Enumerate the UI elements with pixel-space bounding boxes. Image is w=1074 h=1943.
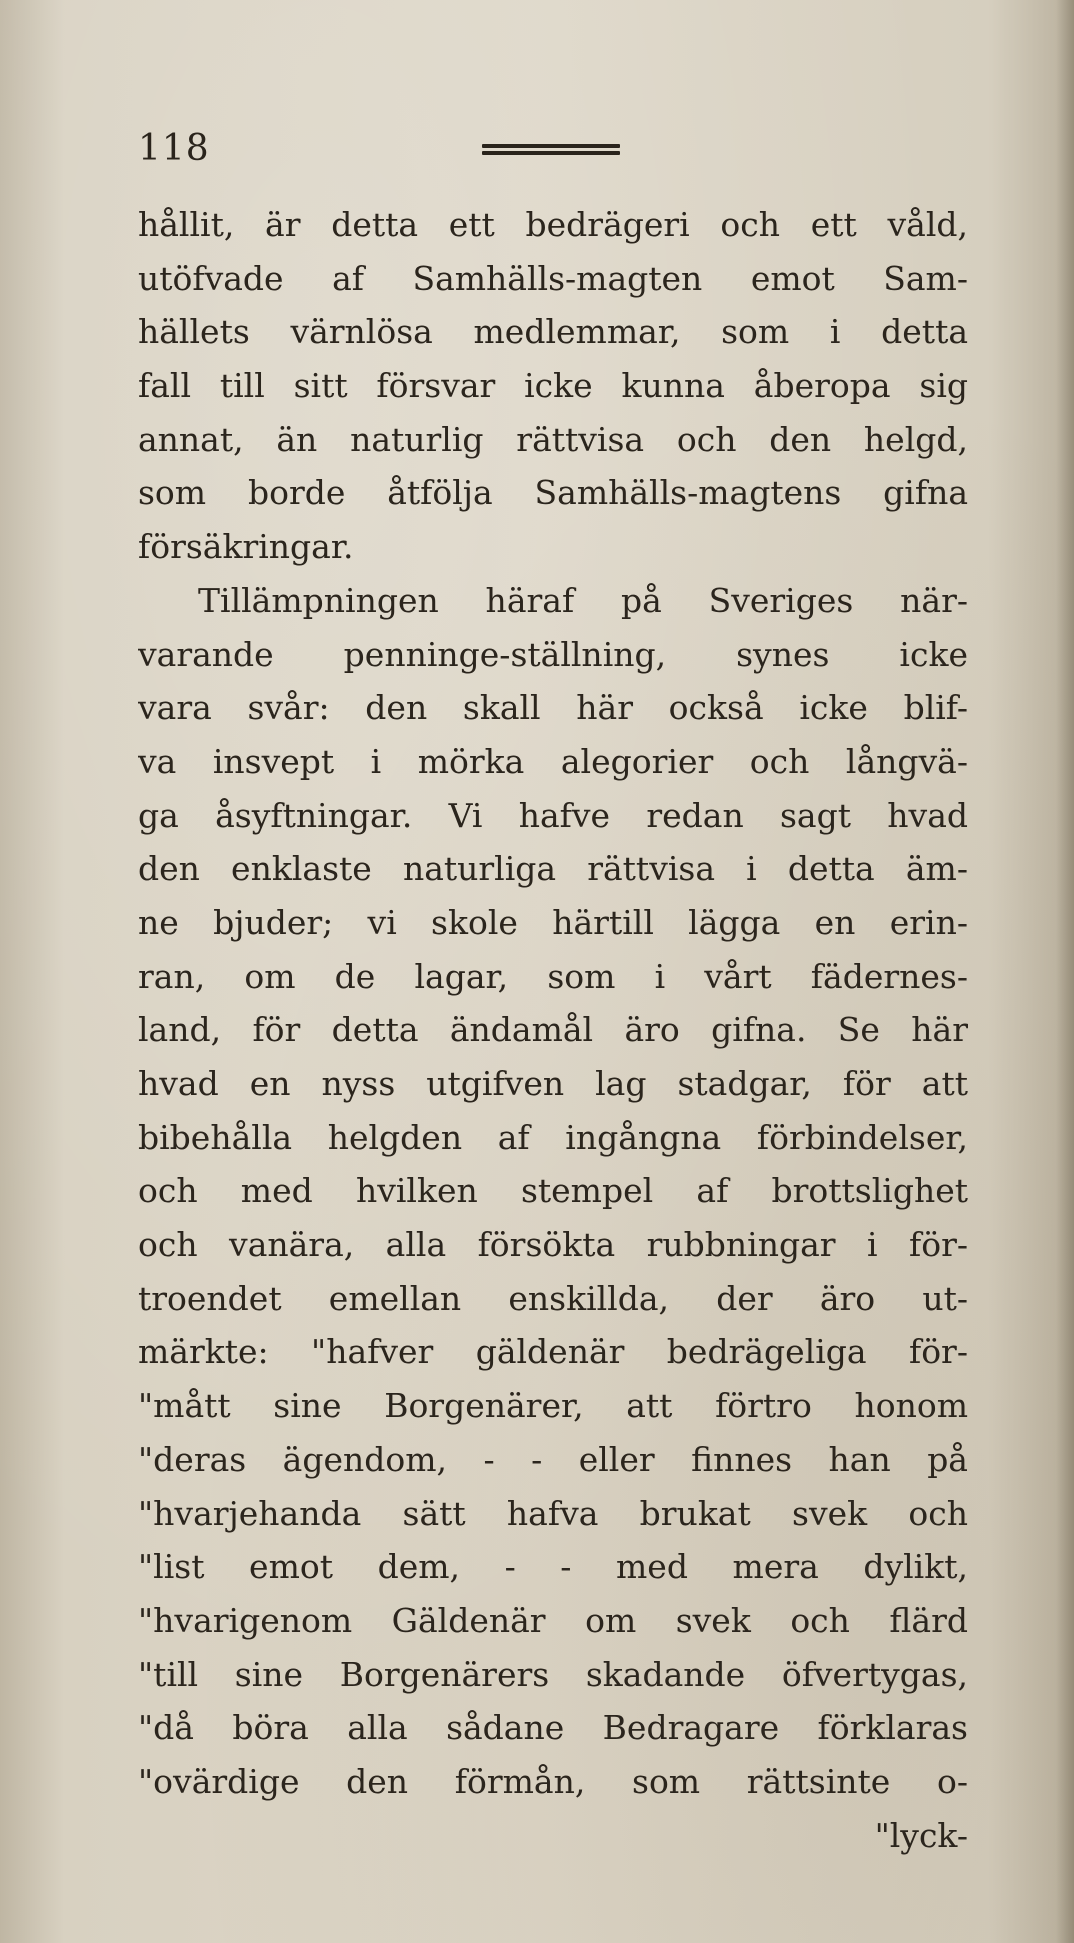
text-line: "hvarjehanda sätt hafva brukat svek och — [138, 1493, 968, 1533]
page-number: 118 — [138, 128, 210, 169]
text-line: annat, än naturlig rättvisa och den helgd, — [138, 419, 968, 459]
text-line: försäkringar. — [138, 527, 354, 567]
text-line: hvad en nyss utgifven lag stadgar, för att — [138, 1064, 968, 1103]
text-line: vara svår: den skall här också icke blif- — [138, 688, 968, 728]
text-line: ga åsyftningar. Vi hafve redan sagt hvad — [138, 795, 968, 835]
page-header — [138, 128, 958, 178]
paragraph-start-line: Tillämpningen häraf på Sveriges när- — [198, 580, 968, 620]
text-line: hållit, är detta ett bedrägeri och ett våld, — [138, 205, 968, 244]
text-line: den enklaste naturliga rättvisa i detta äm- — [138, 849, 968, 889]
text-line: utöfvade af Samhälls-magten emot Sam- — [138, 258, 968, 298]
text-line: bibehålla helgden af ingångna förbindelser, — [138, 1117, 968, 1157]
catchword: "lyck- — [874, 1815, 968, 1855]
text-line: fall till sitt försvar icke kunna åberopa sig — [138, 366, 968, 406]
text-line: ran, om de lagar, som i vårt fädernes- — [138, 956, 968, 996]
text-line: hällets värnlösa medlemmar, som i detta — [138, 312, 968, 352]
text-line: "deras ägendom, - - eller finnes han på — [138, 1439, 968, 1479]
text-line: "då böra alla sådane Bedragare förklaras — [138, 1708, 968, 1748]
text-line: va insvept i mörka alegorier och långvä- — [138, 741, 968, 781]
text-line: troendet emellan enskillda, der äro ut- — [138, 1278, 968, 1318]
text-line: som borde åtfölja Samhälls-magtens gifna — [138, 473, 968, 513]
text-line: "till sine Borgenärers skadande öfvertygas, — [138, 1654, 968, 1694]
text-line: ne bjuder; vi skole härtill lägga en erin- — [138, 902, 968, 942]
text-line: land, för detta ändamål äro gifna. Se här — [138, 1010, 968, 1050]
header-rule-ornament — [482, 144, 620, 160]
text-line: och med hvilken stempel af brottslighet — [138, 1171, 968, 1211]
text-line: "ovärdige den förmån, som rättsinte o- — [138, 1761, 968, 1801]
text-line: "mått sine Borgenärer, att förtro honom — [138, 1386, 968, 1426]
page-edge-shadow — [1056, 0, 1074, 1943]
text-line: varande penninge-ställning, synes icke — [138, 634, 968, 674]
body-text — [138, 198, 968, 1862]
text-line: "hvarigenom Gäldenär om svek och flärd — [138, 1600, 968, 1640]
text-line: märkte: "hafver gäldenär bedrägeliga för- — [138, 1332, 968, 1372]
text-line: och vanära, alla försökta rubbningar i för- — [138, 1225, 968, 1265]
text-line: "list emot dem, - - med mera dylikt, — [138, 1547, 968, 1587]
